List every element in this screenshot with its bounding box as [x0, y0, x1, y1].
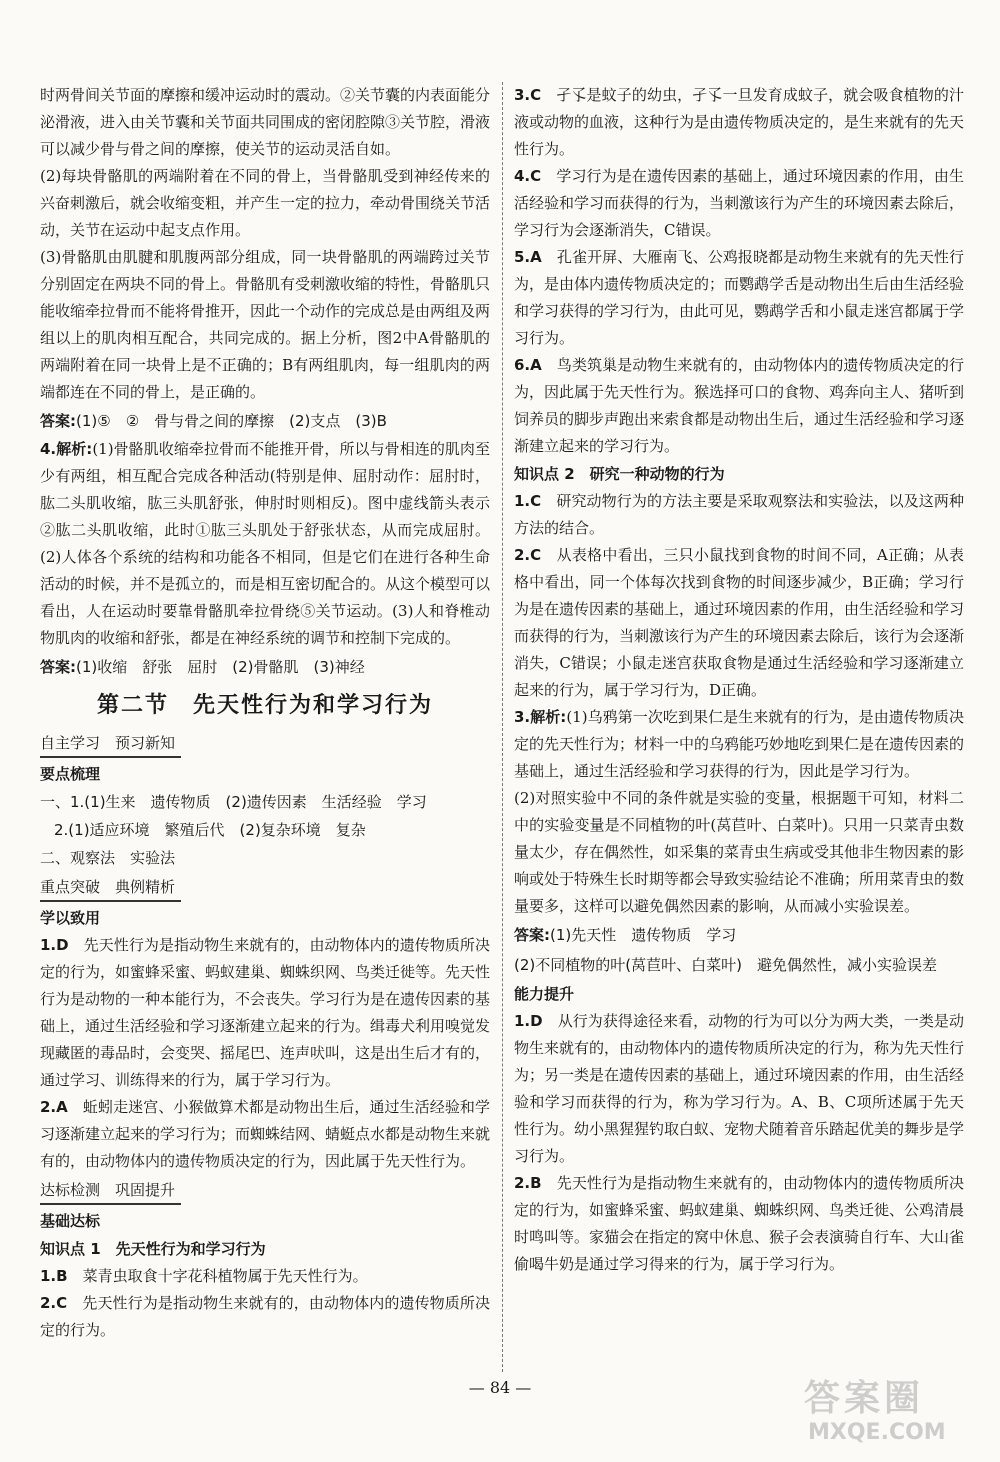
- section-bar: 达标检测 巩固提升: [40, 1177, 181, 1205]
- question-text: 蚯蚓走迷宫、小猴做算术都是动物出生后，通过生活经验和学习逐渐建立起来的学习行为；而蜘蛛结网、蜻蜓点水都是动物生来就有的，由动物体内的遗传物质决定的行为，因此属于先天性行为。: [40, 1098, 491, 1170]
- question-item: [40, 1094, 490, 1175]
- right-column: [514, 82, 964, 1278]
- answer-text: (1)收缩 舒张 屈肘 (2)骨骼肌 (3)神经: [76, 658, 365, 676]
- paragraph: (2)对照实验中不同的条件就是实验的变量，根据题干可知，材料二中的实验变量是不同植物的叶(莴苣叶、白菜叶)。只用一只菜青虫数量太少，存在偶然性，如采集的菜青虫生病或受其他非生物因素的影响或处于特殊生长时期等都会导致实验结论不准确；所用菜青虫的数量要多，这样可以避免偶然因素的影响，从而减小实验误差。: [514, 789, 965, 915]
- watermark-logo: [804, 1370, 984, 1450]
- knowledge-point-heading: 知识点 1 先天性行为和学习行为: [40, 1240, 266, 1258]
- question-label: 1.B: [40, 1267, 68, 1285]
- question-text: 菜青虫取食十字花科植物属于先天性行为。: [82, 1267, 368, 1285]
- question-item: [514, 1170, 964, 1278]
- question-label: 2.A: [40, 1098, 68, 1116]
- question-item: [514, 82, 964, 163]
- question-item: [514, 488, 964, 542]
- section-bar: 自主学习 预习新知: [40, 730, 181, 758]
- question-label: 4.解析:: [40, 440, 93, 458]
- section-title: 第二节 先天性行为和学习行为: [96, 693, 433, 718]
- question-label: 3.解析:: [514, 708, 567, 726]
- question-text: 鸟类筑巢是动物生来就有的，由动物体内的遗传物质决定的行为，因此属于先天性行为。猴选择可口的食物、鸡奔向主人、猪听到饲养员的脚步声跑出来索食都是动物出生后，通过生活经验和学习逐渐建立起来的学习行为。: [514, 356, 965, 455]
- question-item: [40, 436, 490, 652]
- question-text: 学习行为是在遗传因素的基础上，通过环境因素的作用，由生活经验和学习而获得的行为，当刺激该行为产生的环境因素去除后，学习行为会逐渐消失，C错误。: [514, 167, 965, 239]
- question-text: 从表格中看出，三只小鼠找到食物的时间不同，A正确；从表格中看出，同一个体每次找到食物的时间逐步减少，B正确；学习行为是在遗传因素的基础上，通过环境因素的作用，由生活经验和学习而获得的行为，当刺激该行为产生的环境因素去除后，该行为会逐渐消失，C错误；小鼠走迷宫获取食物是通过生活经验和学习逐渐建立起来的行为，属于学习行为，D正确。: [514, 546, 965, 699]
- answer-text: (1)先天性 遗传物质 学习: [550, 926, 737, 944]
- question-label: 1.D: [514, 1012, 543, 1030]
- question-item: [40, 1290, 490, 1344]
- question-label: 5.A: [514, 248, 542, 266]
- key-point-line: 二、观察法 实验法: [40, 849, 176, 867]
- paragraph: (3)骨骼肌由肌腱和肌腹两部分组成，同一块骨骼肌的两端跨过关节分别固定在两块不同的骨上。骨骼肌有受刺激收缩的特性，骨骼肌只能收缩牵拉骨而不能将骨推开，因此一个动作的完成总是由两组及两组以上的肌肉相互配合，共同完成的。据上分析，图2中A骨骼肌的两端附着在同一块骨上是不正确的；B有两组肌肉，每一组肌肉的两端都连在不同的骨上，是正确的。: [40, 248, 491, 401]
- question-label: 6.A: [514, 356, 542, 374]
- question-item: [514, 163, 964, 244]
- page-content: [40, 82, 964, 1372]
- question-label: 4.C: [514, 167, 542, 185]
- answer-label: 答案:: [40, 658, 76, 676]
- paragraph: 时两骨间关节面的摩擦和缓冲运动时的震动。②关节囊的内表面能分泌滑液，进入由关节囊和关节面共同围成的密闭腔隙③关节腔，滑液可以减少骨与骨之间的摩擦，使关节的运动灵活自如。: [40, 86, 491, 158]
- key-point-line: 2.(1)适应环境 繁殖后代 (2)复杂环境 复杂: [54, 821, 366, 839]
- knowledge-point-heading: 知识点 2 研究一种动物的行为: [514, 465, 725, 483]
- page-number: — 84 —: [468, 1378, 532, 1397]
- question-text: 先天性行为是指动物生来就有的，由动物体内的遗传物质所决定的行为，如蜜蜂采蜜、蚂蚁建巢、蜘蛛织网、鸟类迁徙、公鸡清晨时鸣叫等。家猫会在指定的窝中休息、猴子会表演骑自行车、大山雀偷喝牛奶是通过学习得来的行为，属于学习行为。: [514, 1174, 965, 1273]
- paragraph: (2)每块骨骼肌的两端附着在不同的骨上，当骨骼肌受到神经传来的兴奋刺激后，就会收缩变粗，并产生一定的拉力，牵动骨围绕关节活动，关节在运动中起支点作用。: [40, 167, 491, 239]
- key-point-line: 一、1.(1)生来 遗传物质 (2)遗传因素 生活经验 学习: [40, 793, 427, 811]
- answer-line: [514, 920, 964, 950]
- question-text: 孑孓是蚊子的幼虫，孑孓一旦发育成蚊子，就会吸食植物的汁液或动物的血液，这种行为是由遗传物质决定的，是生来就有的先天性行为。: [514, 86, 965, 158]
- question-text: (1)骨骼肌收缩牵拉骨而不能推开骨，所以与骨相连的肌肉至少有两组，相互配合完成各种活动(特别是伸、屈肘动作：屈肘时，肱二头肌收缩，肱三头肌舒张，伸肘时则相反)。图中虚线箭头表示②肱二头肌收缩，此时①肱三头肌处于舒张状态，从而完成屈肘。(2)人体各个系统的结构和功能各不相同，但是它们在进行各种生命活动的时候，并不是孤立的，而是相互密切配合的。从这个模型可以看出，人在运动时要靠骨骼肌牵拉骨绕⑤关节运动。(3)人和脊椎动物肌肉的收缩和舒张，都是在神经系统的调节和控制下完成的。: [40, 440, 491, 647]
- column-divider: [502, 82, 503, 1372]
- answer-line: (2)不同植物的叶(莴苣叶、白菜叶) 避免偶然性，减小实验误差: [514, 956, 937, 974]
- subheading: 学以致用: [40, 909, 101, 927]
- question-label: 2.B: [514, 1174, 542, 1192]
- question-item: [40, 932, 490, 1094]
- answer-line: [40, 652, 490, 682]
- question-label: 2.C: [40, 1294, 68, 1312]
- answer-label: 答案:: [40, 412, 76, 430]
- question-label: 1.C: [514, 492, 542, 510]
- question-label: 3.C: [514, 86, 542, 104]
- question-item: [514, 244, 964, 352]
- question-text: 从行为获得途径来看，动物的行为可以分为两大类，一类是动物生来就有的，由动物体内的遗传物质所决定的行为，称为先天性行为；另一类是在遗传因素的基础上，通过环境因素的作用，由生活经验和学习而获得的行为，称为学习行为。A、B、C项所述属于先天性行为。幼小黑猩猩钓取白蚁、宠物犬随着音乐踏起优美的舞步是学习行为。: [514, 1012, 965, 1165]
- left-column: [40, 82, 490, 1344]
- section-bar: 重点突破 典例精析: [40, 874, 181, 902]
- question-item: [514, 1008, 964, 1170]
- question-text: (1)乌鸦第一次吃到果仁是生来就有的行为，是由遗传物质决定的先天性行为；材料一中的乌鸦能巧妙地吃到果仁是在遗传因素的基础上，通过生活经验和学习获得的行为，因此是学习行为。: [514, 708, 965, 780]
- question-text: 先天性行为是指动物生来就有的，由动物体内的遗传物质所决定的行为，如蜜蜂采蜜、蚂蚁建巢、蜘蛛织网、鸟类迁徙等。先天性行为是动物的一种本能行为，不会丧失。学习行为是在遗传因素的基础上，通过生活经验和学习逐渐建立起来的行为。缉毒犬利用嗅觉发现藏匿的毒品时，会变哭、摇尾巴、连声吠叫，这是出生后才有的，通过学习、训练得来的行为，属于学习行为。: [40, 936, 491, 1089]
- subheading: 能力提升: [514, 985, 575, 1003]
- question-label: 2.C: [514, 546, 542, 564]
- question-text: 孔雀开屏、大雁南飞、公鸡报晓都是动物生来就有的先天性行为，是由体内遗传物质决定的；而鹦鹉学舌是动物出生后由生活经验和学习获得的学习行为，由此可见，鹦鹉学舌和小鼠走迷宫都属于学习行为。: [514, 248, 965, 347]
- answer-label: 答案:: [514, 926, 550, 944]
- question-text: 先天性行为是指动物生来就有的，由动物体内的遗传物质所决定的行为。: [40, 1294, 490, 1339]
- subheading: 基础达标: [40, 1212, 101, 1230]
- watermark-text: 答案圈: [804, 1378, 925, 1419]
- answer-text: (1)⑤ ② 骨与骨之间的摩擦 (2)支点 (3)B: [76, 412, 387, 430]
- watermark-url: MXQE.COM: [808, 1420, 946, 1445]
- question-label: 1.D: [40, 936, 69, 954]
- answer-line: [40, 406, 490, 436]
- question-text: 研究动物行为的方法主要是采取观察法和实验法，以及这两种方法的结合。: [514, 492, 964, 537]
- subheading: 要点梳理: [40, 765, 101, 783]
- question-item: [514, 704, 964, 785]
- question-item: [40, 1263, 490, 1290]
- question-item: [514, 352, 964, 460]
- question-item: [514, 542, 964, 704]
